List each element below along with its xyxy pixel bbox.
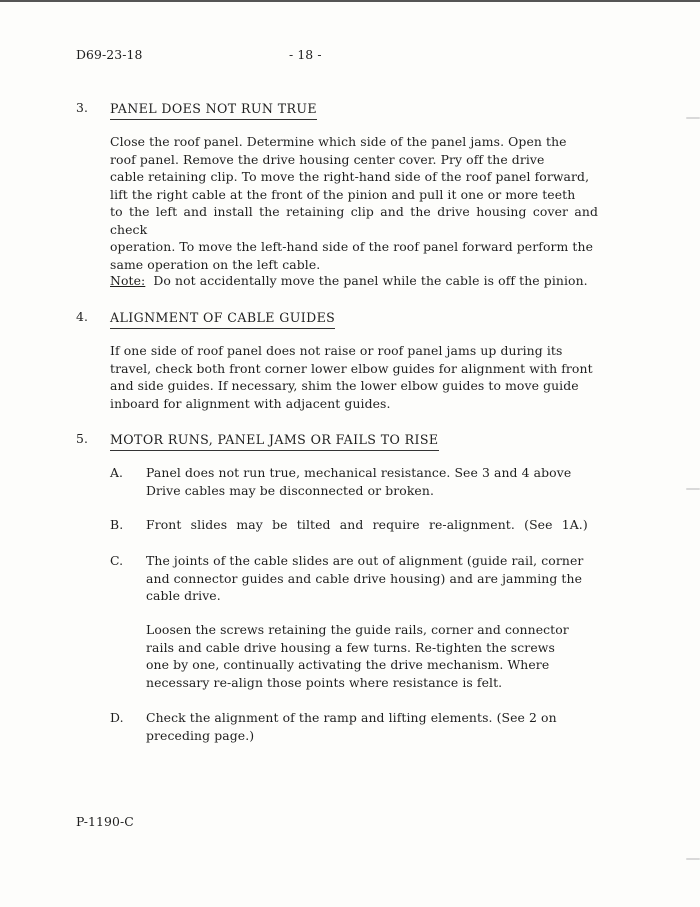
item-b-letter: B. [110,517,124,532]
item-a-text: Panel does not run true, mechanical resistance. See 3 and 4 above Drive cables may be disconnected or broken. [146,465,572,498]
section-5-title: MOTOR RUNS, PANEL JAMS OR FAILS TO RISE [110,431,439,451]
note-text: Do not accidentally move the panel while the cable is off the pinion. [153,273,588,288]
section-5-number: 5. [76,431,89,446]
section-4-heading [110,307,335,329]
section-5-heading [110,429,439,451]
section-3-heading [110,98,317,120]
item-c-extra: Loosen the screws retaining the guide rails, corner and connector rails and cable drive housing a few turns. Re-tighten the screws one by one, continually activating the drive mechanism. Where necessary re-align those points where resistance is felt. [146,622,569,690]
section-4-title: ALIGNMENT OF CABLE GUIDES [110,309,335,329]
item-c-text: The joints of the cable slides are out of alignment (guide rail, corner and connector guides and cable drive housing) and are jamming the cable drive. [146,553,584,603]
item-d-text: Check the alignment of the ramp and lifting elements. (See 2 on preceding page.) [146,710,557,743]
section-4-body: If one side of roof panel does not raise or roof panel jams up during its travel, check both front corner lower elbow guides for alignment with front and side guides. If necessary, shim the lower elbow guides to move guide inboard for alignment with adjacent guides. [110,343,593,411]
section-3-title: PANEL DOES NOT RUN TRUE [110,100,317,120]
scan-mark [686,117,700,119]
scan-mark [686,488,700,490]
section-3-note [110,272,600,290]
note-label: Note: [110,273,146,288]
form-code: P-1190-C [76,814,134,829]
item-c-letter: C. [110,553,124,568]
scan-mark [686,858,700,860]
section-3-body: Close the roof panel. Determine which side of the panel jams. Open the roof panel. Remove the drive housing center cover. Pry off the drive cable retaining clip. To move the right-hand side of the roof panel forward, lift the right cable at the front of the pinion and pull it one or more teeth to the left and install the retaining clip and the drive housing cover and check operation. To move the left-hand side of the roof panel forward perform the same operation on the left cable. [110,134,598,272]
item-a-letter: A. [110,465,124,480]
section-4-number: 4. [76,309,89,324]
doc-code: D69-23-18 [76,47,143,62]
item-d-letter: D. [110,710,124,725]
section-3-number: 3. [76,100,89,115]
page-top-edge [0,0,700,2]
page-number: - 18 - [289,47,322,62]
item-b-text: Front slides may be tilted and require re-alignment. (See 1A.) [146,517,588,532]
